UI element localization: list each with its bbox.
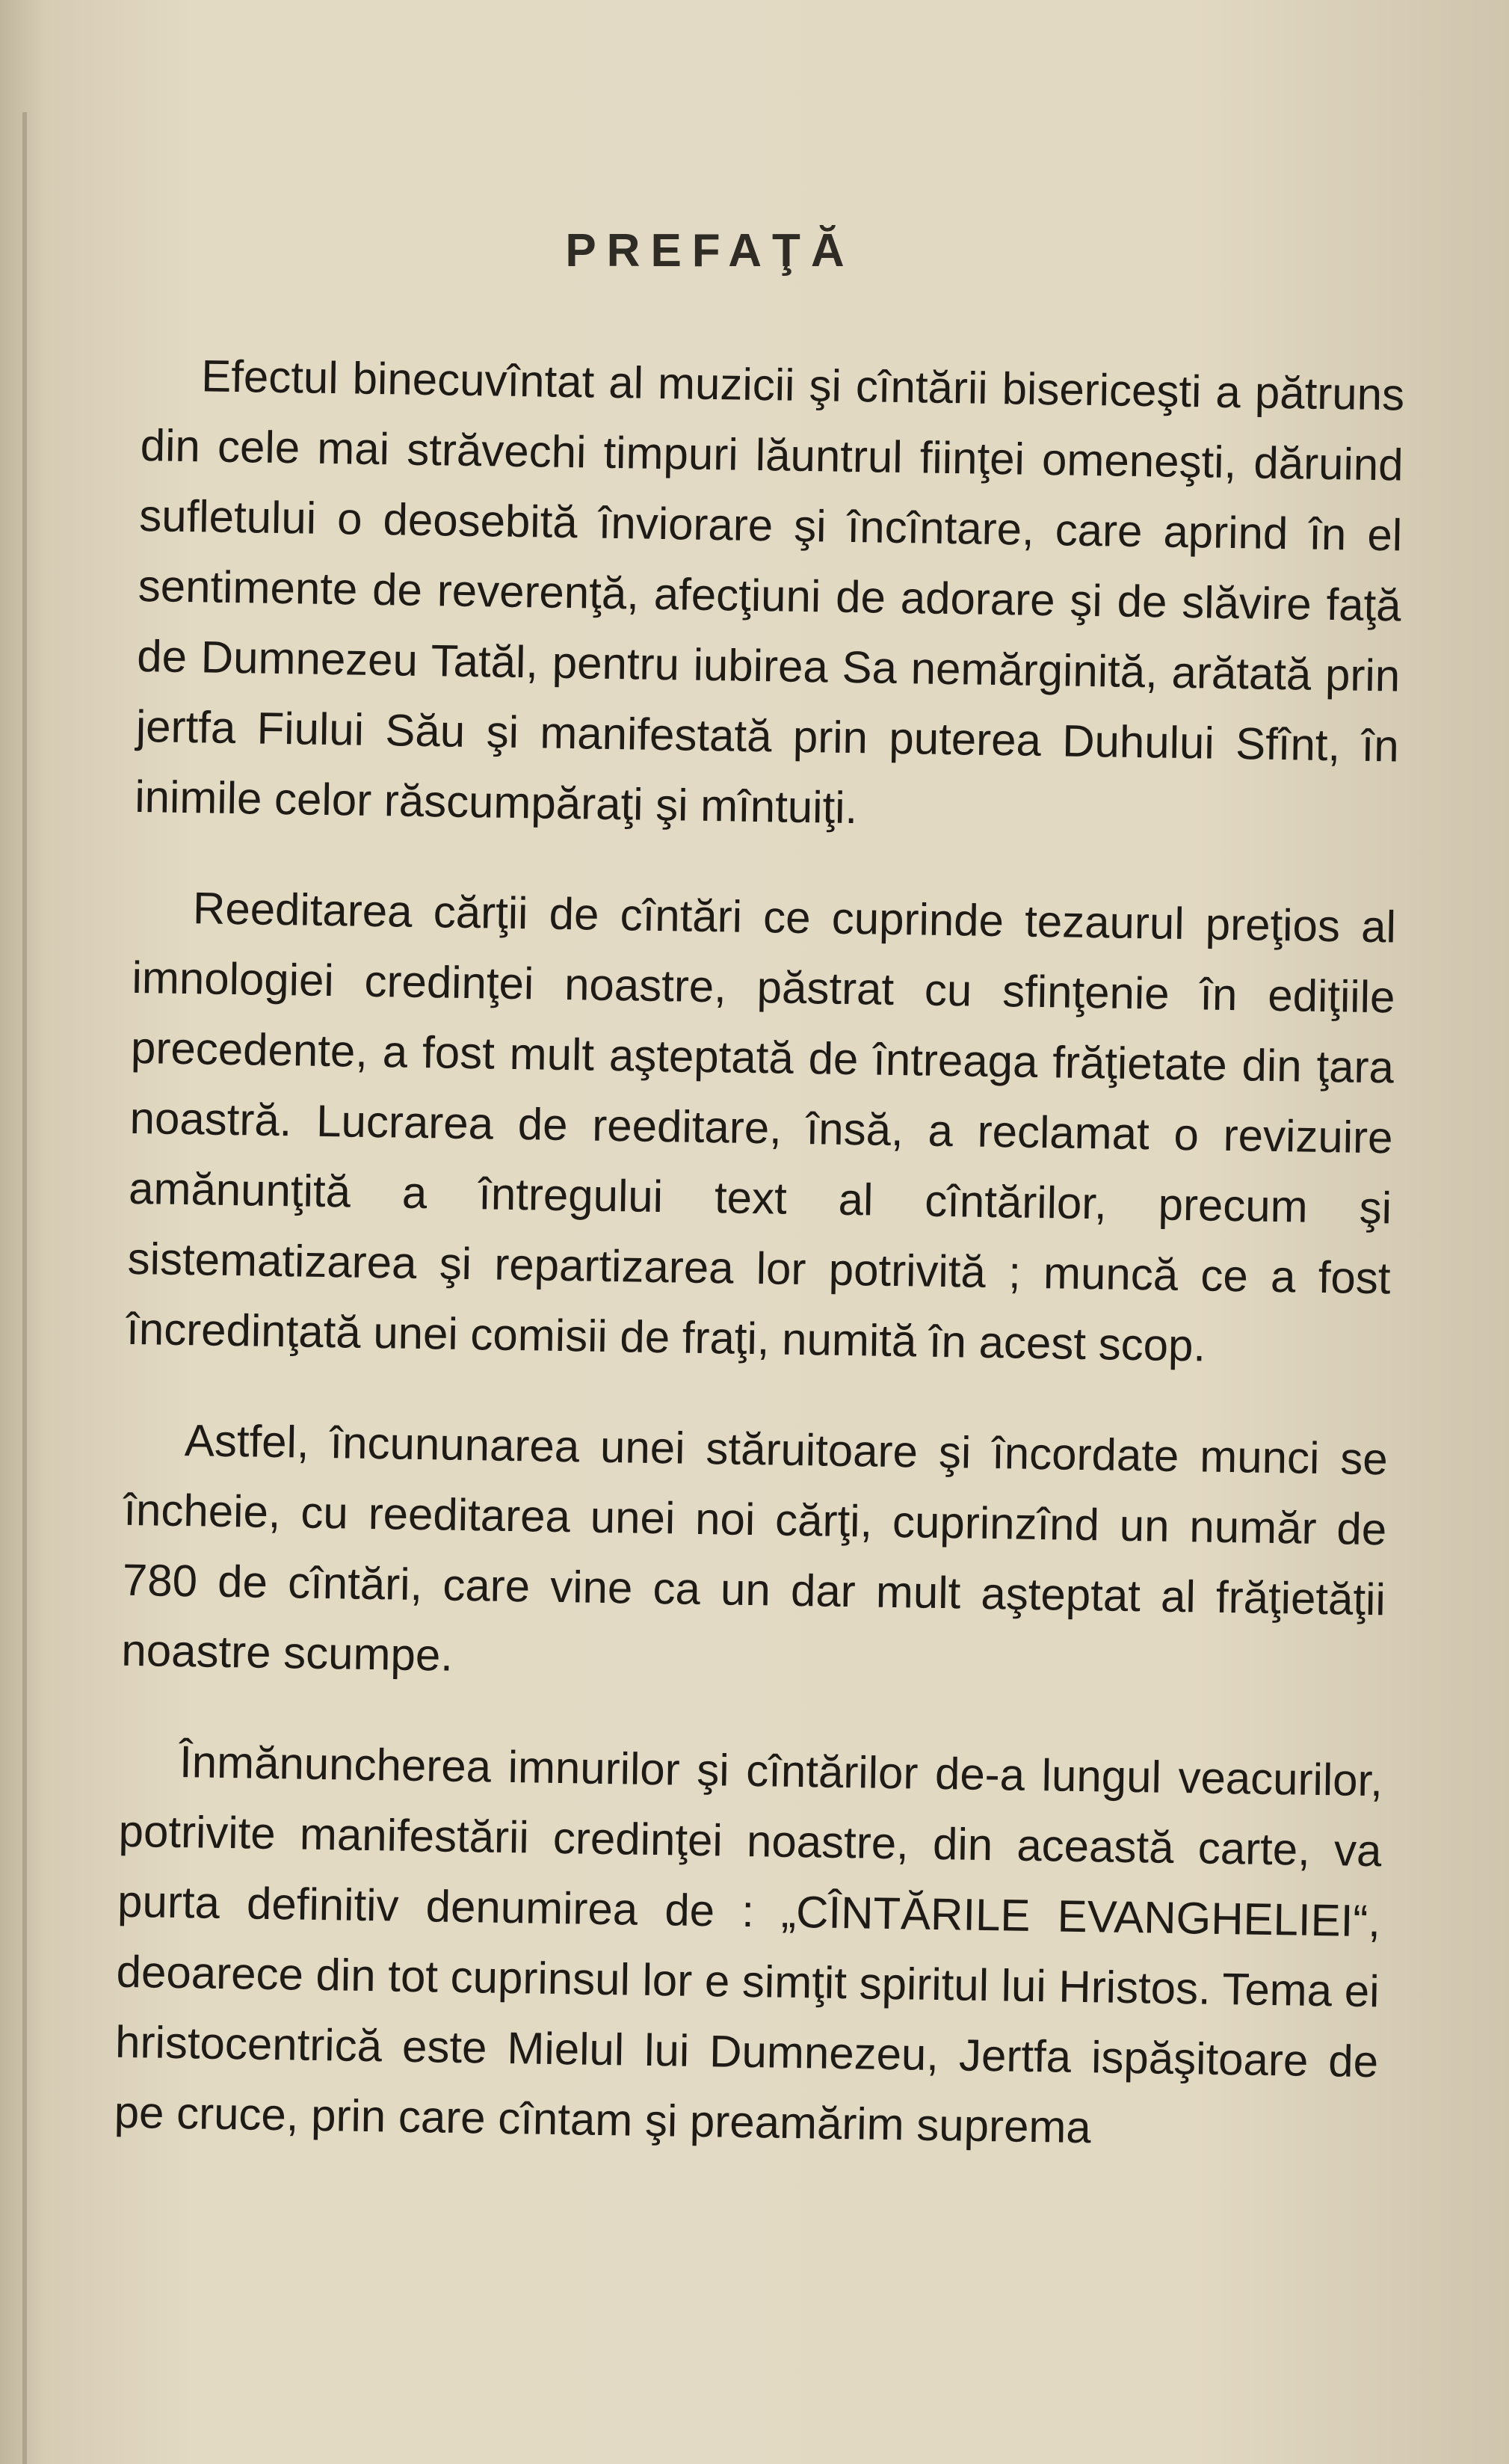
preface-body (113, 340, 1405, 2208)
paragraph-3: Astfel, încununarea unei stăruitoare şi încordate munci se încheie, cu reeditarea unei noi cărţi, cuprinzînd un număr de 780 de cîntări, care vine ca un dar mult aşteptat al frăţietăţii noastre scumpe. (120, 1415, 1389, 1681)
page-title: PREFAŢĂ (565, 225, 855, 277)
paragraph-1: Efectul binecuvîntat al muzicii şi cîntării bisericeşti a pătruns din cele mai străvechi timpuri lăuntrul fiinţei omeneşti, dăruind sufletului o deosebită înviorare şi încîntare, care aprind în el sentimente de reverenţă, afecţiuni de adorare şi de slăvire faţă de Dumnezeu Tatăl, pentru iubirea Sa nemărginită, arătată prin jertfa Fiului Său şi manifestată prin puterea Duhului Sfînt, în inimile celor răscumpăraţi şi mîntuiţi. (134, 351, 1405, 834)
paragraph-2: Reeditarea cărţii de cîntări ce cuprinde tezaurul preţios al imnologiei credinţei noastre, păstrat cu sfinţenie în ediţiile precedente, a fost mult aşteptată de întreaga frăţietate din ţara noastră. Lucrarea de reeditare, însă, a reclamat o revizuire amănunţită a întregului text al cîntărilor, precum şi sistematizarea şi repartizarea lor potrivită ; muncă ce a fost încredinţată unei comisii de fraţi, numită în acest scop. (126, 883, 1397, 1371)
page-binding-edge (22, 112, 27, 2464)
paragraph-4: Înmănuncherea imnurilor şi cîntărilor de-a lungul veacurilor, potrivite manifestării credinţei noastre, din această carte, va purta definitiv denumirea de : „CÎNTĂRILE EVANGHELIEI“, deoarece din tot cuprinsul lor e simţit spiritul lui Hristos. Tema ei hristocentrică este Mielul lui Dumnezeu, Jertfa ispăşitoare de pe cruce, prin care cîntam şi preamărim suprema (114, 1737, 1383, 2153)
